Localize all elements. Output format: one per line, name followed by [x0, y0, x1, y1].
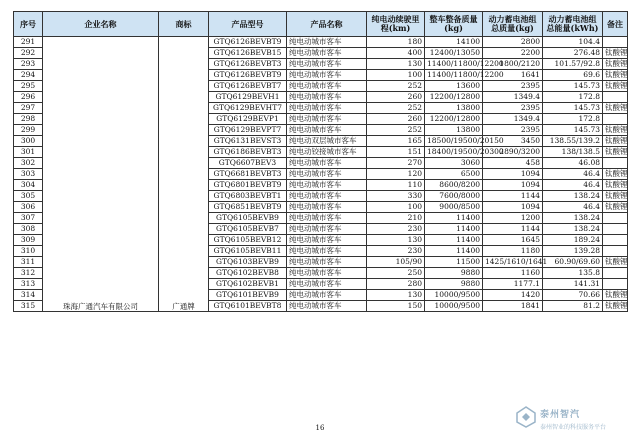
row-battery-energy: 46.4 — [543, 202, 603, 213]
header-company: 企业名称 — [43, 12, 159, 37]
row-model: GTQ6126BEVB15 — [209, 48, 287, 59]
row-seq: 308 — [14, 224, 43, 235]
row-product-name: 纯电动城市客车 — [287, 103, 367, 114]
row-model: GTQ6105BEVB7 — [209, 224, 287, 235]
row-battery-mass: 1800/2120 — [483, 59, 543, 70]
brand-cell: 广通牌 — [159, 37, 209, 312]
row-battery-mass: 3450 — [483, 136, 543, 147]
row-mass: 18500/19500/20150 — [425, 136, 483, 147]
row-battery-mass: 2395 — [483, 81, 543, 92]
table-body — [14, 37, 628, 312]
row-battery-mass: 1841 — [483, 301, 543, 312]
row-range: 165 — [367, 136, 425, 147]
row-product-name: 纯电动城市客车 — [287, 257, 367, 268]
row-range: 400 — [367, 48, 425, 59]
row-battery-energy: 81.2 — [543, 301, 603, 312]
row-note: 钛酸锂 — [603, 136, 628, 147]
watermark-title: 泰州智汽 — [540, 410, 581, 420]
row-mass: 12200/12800 — [425, 114, 483, 125]
row-product-name: 纯电动城市客车 — [287, 92, 367, 103]
row-seq: 291 — [14, 37, 43, 48]
page-number: 16 — [315, 424, 325, 432]
row-product-name: 纯电动城市客车 — [287, 202, 367, 213]
row-note: 钛酸锂 — [603, 191, 628, 202]
row-note: 钛酸锂 — [603, 202, 628, 213]
row-range: 151 — [367, 147, 425, 158]
row-note — [603, 92, 628, 103]
row-battery-energy: 276.48 — [543, 48, 603, 59]
row-battery-mass: 1645 — [483, 235, 543, 246]
row-model: GTQ6129BEVP1 — [209, 114, 287, 125]
row-range: 120 — [367, 169, 425, 180]
header-model: 产品型号 — [209, 12, 287, 37]
header-battery-energy: 动力蓄电池组总能量(kWh) — [543, 12, 603, 37]
row-product-name: 纯电动城市客车 — [287, 169, 367, 180]
row-product-name: 纯电动城市客车 — [287, 279, 367, 290]
row-mass: 13800 — [425, 125, 483, 136]
row-note: 钛酸锂 — [603, 59, 628, 70]
header-note: 备注 — [603, 12, 628, 37]
row-note: 钛酸锂 — [603, 301, 628, 312]
row-model: GTQ6126BEVBT3 — [209, 59, 287, 70]
row-battery-energy: 145.73 — [543, 81, 603, 92]
row-battery-energy: 46.4 — [543, 169, 603, 180]
row-product-name: 纯电动城市客车 — [287, 114, 367, 125]
row-battery-mass: 1200 — [483, 213, 543, 224]
row-model: GTQ6129BEVH1 — [209, 92, 287, 103]
table-header-row — [14, 12, 628, 37]
row-product-name: 纯电动城市客车 — [287, 37, 367, 48]
row-battery-energy: 145.73 — [543, 125, 603, 136]
row-mass: 11400 — [425, 235, 483, 246]
row-battery-mass: 1094 — [483, 180, 543, 191]
row-range: 260 — [367, 114, 425, 125]
row-product-name: 纯电动城市客车 — [287, 213, 367, 224]
row-note: 钛酸锂 — [603, 169, 628, 180]
row-battery-mass: 2200 — [483, 48, 543, 59]
row-model: GTQ6129BEVPT7 — [209, 125, 287, 136]
row-model: GTQ6126BEVBT9 — [209, 37, 287, 48]
row-range: 330 — [367, 191, 425, 202]
row-range: 150 — [367, 301, 425, 312]
row-range: 260 — [367, 92, 425, 103]
row-battery-mass: 1094 — [483, 202, 543, 213]
row-note: 钛酸锂 — [603, 48, 628, 59]
row-seq: 306 — [14, 202, 43, 213]
row-model: GTQ6801BEVBT9 — [209, 180, 287, 191]
header-seq: 序号 — [14, 12, 43, 37]
row-battery-mass: 1144 — [483, 224, 543, 235]
row-note — [603, 37, 628, 48]
row-mass: 13800 — [425, 103, 483, 114]
row-product-name: 纯电动城市客车 — [287, 70, 367, 81]
row-product-name: 纯电动铰接城市客车 — [287, 147, 367, 158]
table-row — [14, 37, 628, 48]
row-note — [603, 246, 628, 257]
row-note: 钛酸锂 — [603, 257, 628, 268]
row-battery-mass: 458 — [483, 158, 543, 169]
row-product-name: 纯电动城市客车 — [287, 246, 367, 257]
row-seq: 310 — [14, 246, 43, 257]
row-model: GTQ6131BEVST3 — [209, 136, 287, 147]
row-battery-mass: 1425/1610/1641 — [483, 257, 543, 268]
row-range: 252 — [367, 125, 425, 136]
row-battery-energy: 60.90/69.60 — [543, 257, 603, 268]
row-note — [603, 235, 628, 246]
row-mass: 9880 — [425, 279, 483, 290]
row-product-name: 纯电动城市客车 — [287, 158, 367, 169]
header-battery-mass: 动力蓄电池组总质量(kg) — [483, 12, 543, 37]
row-model: GTQ6186BEVBT3 — [209, 147, 287, 158]
row-battery-mass: 1094 — [483, 169, 543, 180]
row-mass: 18400/19500/20300 — [425, 147, 483, 158]
row-mass: 10000/9500 — [425, 301, 483, 312]
row-battery-energy: 145.73 — [543, 103, 603, 114]
watermark-logo-icon — [516, 406, 536, 428]
row-seq: 292 — [14, 48, 43, 59]
row-product-name: 纯电动双层城市客车 — [287, 136, 367, 147]
row-model: GTQ6101BEVB9 — [209, 290, 287, 301]
row-product-name: 纯电动城市客车 — [287, 290, 367, 301]
row-battery-mass: 2890/3200 — [483, 147, 543, 158]
row-battery-energy: 138.24 — [543, 224, 603, 235]
row-note: 钛酸锂 — [603, 81, 628, 92]
row-mass: 12400/13050 — [425, 48, 483, 59]
row-battery-mass: 1349.4 — [483, 114, 543, 125]
row-battery-energy: 135.8 — [543, 268, 603, 279]
row-product-name: 纯电动城市客车 — [287, 268, 367, 279]
row-battery-energy: 138.24 — [543, 213, 603, 224]
header-brand: 商标 — [159, 12, 209, 37]
header-range: 纯电动续驶里程(km) — [367, 12, 425, 37]
row-battery-mass: 2800 — [483, 37, 543, 48]
row-seq: 295 — [14, 81, 43, 92]
row-seq: 296 — [14, 92, 43, 103]
row-battery-energy: 46.08 — [543, 158, 603, 169]
watermark-subtitle: 泰州智业的科技服务平台 — [540, 424, 607, 431]
row-battery-energy: 101.57/92.8 — [543, 59, 603, 70]
row-mass: 9000/8500 — [425, 202, 483, 213]
header-name: 产品名称 — [287, 12, 367, 37]
row-range: 180 — [367, 37, 425, 48]
row-model: GTQ6851BEVBT9 — [209, 202, 287, 213]
row-note: 钛酸锂 — [603, 70, 628, 81]
row-product-name: 纯电动城市客车 — [287, 191, 367, 202]
row-battery-energy: 189.24 — [543, 235, 603, 246]
row-mass: 12200/12800 — [425, 92, 483, 103]
row-note: 钛酸锂 — [603, 103, 628, 114]
row-seq: 300 — [14, 136, 43, 147]
row-range: 130 — [367, 59, 425, 70]
row-mass: 11400 — [425, 246, 483, 257]
row-model: GTQ6103BEVB9 — [209, 257, 287, 268]
row-note: 钛酸锂 — [603, 180, 628, 191]
row-battery-energy: 138/138.5 — [543, 147, 603, 158]
row-seq: 304 — [14, 180, 43, 191]
row-product-name: 纯电动城市客车 — [287, 125, 367, 136]
row-mass: 10000/9500 — [425, 290, 483, 301]
row-model: GTQ6607BEV3 — [209, 158, 287, 169]
row-battery-energy: 141.31 — [543, 279, 603, 290]
row-mass: 11400 — [425, 213, 483, 224]
row-battery-energy: 46.4 — [543, 180, 603, 191]
row-battery-energy: 138.24 — [543, 191, 603, 202]
row-mass: 11400/11800/12200 — [425, 59, 483, 70]
row-note: 钛酸锂 — [603, 147, 628, 158]
row-mass: 7600/8000 — [425, 191, 483, 202]
row-battery-mass: 1641 — [483, 70, 543, 81]
vehicle-catalog-table — [13, 11, 628, 312]
row-battery-mass: 1180 — [483, 246, 543, 257]
row-product-name: 纯电动城市客车 — [287, 235, 367, 246]
row-range: 280 — [367, 279, 425, 290]
row-product-name: 纯电动城市客车 — [287, 224, 367, 235]
row-range: 130 — [367, 235, 425, 246]
row-battery-energy: 104.4 — [543, 37, 603, 48]
row-seq: 299 — [14, 125, 43, 136]
row-seq: 312 — [14, 268, 43, 279]
header-mass: 整车整备质量(kg) — [425, 12, 483, 37]
row-battery-mass: 1177.1 — [483, 279, 543, 290]
row-seq: 309 — [14, 235, 43, 246]
row-battery-mass: 2395 — [483, 103, 543, 114]
row-battery-mass: 1349.4 — [483, 92, 543, 103]
row-model: GTQ6129BEVHT7 — [209, 103, 287, 114]
row-seq: 313 — [14, 279, 43, 290]
row-note — [603, 114, 628, 125]
row-battery-energy: 172.8 — [543, 92, 603, 103]
row-seq: 302 — [14, 158, 43, 169]
row-product-name: 纯电动城市客车 — [287, 59, 367, 70]
row-product-name: 纯电动城市客车 — [287, 301, 367, 312]
row-mass: 6500 — [425, 169, 483, 180]
row-range: 210 — [367, 213, 425, 224]
row-seq: 293 — [14, 59, 43, 70]
row-seq: 305 — [14, 191, 43, 202]
row-note — [603, 158, 628, 169]
row-mass: 14100 — [425, 37, 483, 48]
row-model: GTQ6105BEVB11 — [209, 246, 287, 257]
row-model: GTQ6102BEVB8 — [209, 268, 287, 279]
row-note — [603, 213, 628, 224]
row-mass: 8600/8200 — [425, 180, 483, 191]
row-seq: 314 — [14, 290, 43, 301]
row-battery-energy: 172.8 — [543, 114, 603, 125]
row-model: GTQ6101BEVBT8 — [209, 301, 287, 312]
row-note — [603, 224, 628, 235]
row-model: GTQ6105BEVB12 — [209, 235, 287, 246]
row-range: 110 — [367, 180, 425, 191]
row-product-name: 纯电动城市客车 — [287, 48, 367, 59]
row-model: GTQ6102BEVB1 — [209, 279, 287, 290]
row-seq: 303 — [14, 169, 43, 180]
row-range: 270 — [367, 158, 425, 169]
row-range: 105/90 — [367, 257, 425, 268]
row-battery-energy: 138.55/139.2 — [543, 136, 603, 147]
row-note: 钛酸锂 — [603, 125, 628, 136]
row-note — [603, 268, 628, 279]
row-model: GTQ6105BEVB9 — [209, 213, 287, 224]
row-battery-mass: 1160 — [483, 268, 543, 279]
row-product-name: 纯电动城市客车 — [287, 180, 367, 191]
row-mass: 9880 — [425, 268, 483, 279]
row-note: 钛酸锂 — [603, 290, 628, 301]
row-range: 130 — [367, 290, 425, 301]
row-product-name: 纯电动城市客车 — [287, 81, 367, 92]
row-range: 100 — [367, 70, 425, 81]
row-range: 100 — [367, 202, 425, 213]
row-seq: 315 — [14, 301, 43, 312]
row-range: 230 — [367, 224, 425, 235]
row-seq: 311 — [14, 257, 43, 268]
row-mass: 13600 — [425, 81, 483, 92]
row-seq: 301 — [14, 147, 43, 158]
row-range: 230 — [367, 246, 425, 257]
row-note — [603, 279, 628, 290]
row-model: GTQ6803BEVBT1 — [209, 191, 287, 202]
row-battery-energy: 70.66 — [543, 290, 603, 301]
row-battery-energy: 139.28 — [543, 246, 603, 257]
row-range: 252 — [367, 103, 425, 114]
row-mass: 3060 — [425, 158, 483, 169]
row-battery-mass: 1144 — [483, 191, 543, 202]
row-range: 252 — [367, 81, 425, 92]
row-model: GTQ6681BEVBT3 — [209, 169, 287, 180]
row-seq: 294 — [14, 70, 43, 81]
row-seq: 298 — [14, 114, 43, 125]
row-seq: 307 — [14, 213, 43, 224]
row-model: GTQ6126BEVBT9 — [209, 70, 287, 81]
row-mass: 11400/11800/12200 — [425, 70, 483, 81]
row-model: GTQ6126BEVBT7 — [209, 81, 287, 92]
row-range: 250 — [367, 268, 425, 279]
company-name-cell: 珠海广通汽车有限公司 — [43, 37, 159, 312]
row-battery-mass: 2395 — [483, 125, 543, 136]
row-battery-mass: 1420 — [483, 290, 543, 301]
row-seq: 297 — [14, 103, 43, 114]
row-mass: 11500 — [425, 257, 483, 268]
watermark — [516, 403, 638, 433]
row-mass: 11400 — [425, 224, 483, 235]
row-battery-energy: 69.6 — [543, 70, 603, 81]
